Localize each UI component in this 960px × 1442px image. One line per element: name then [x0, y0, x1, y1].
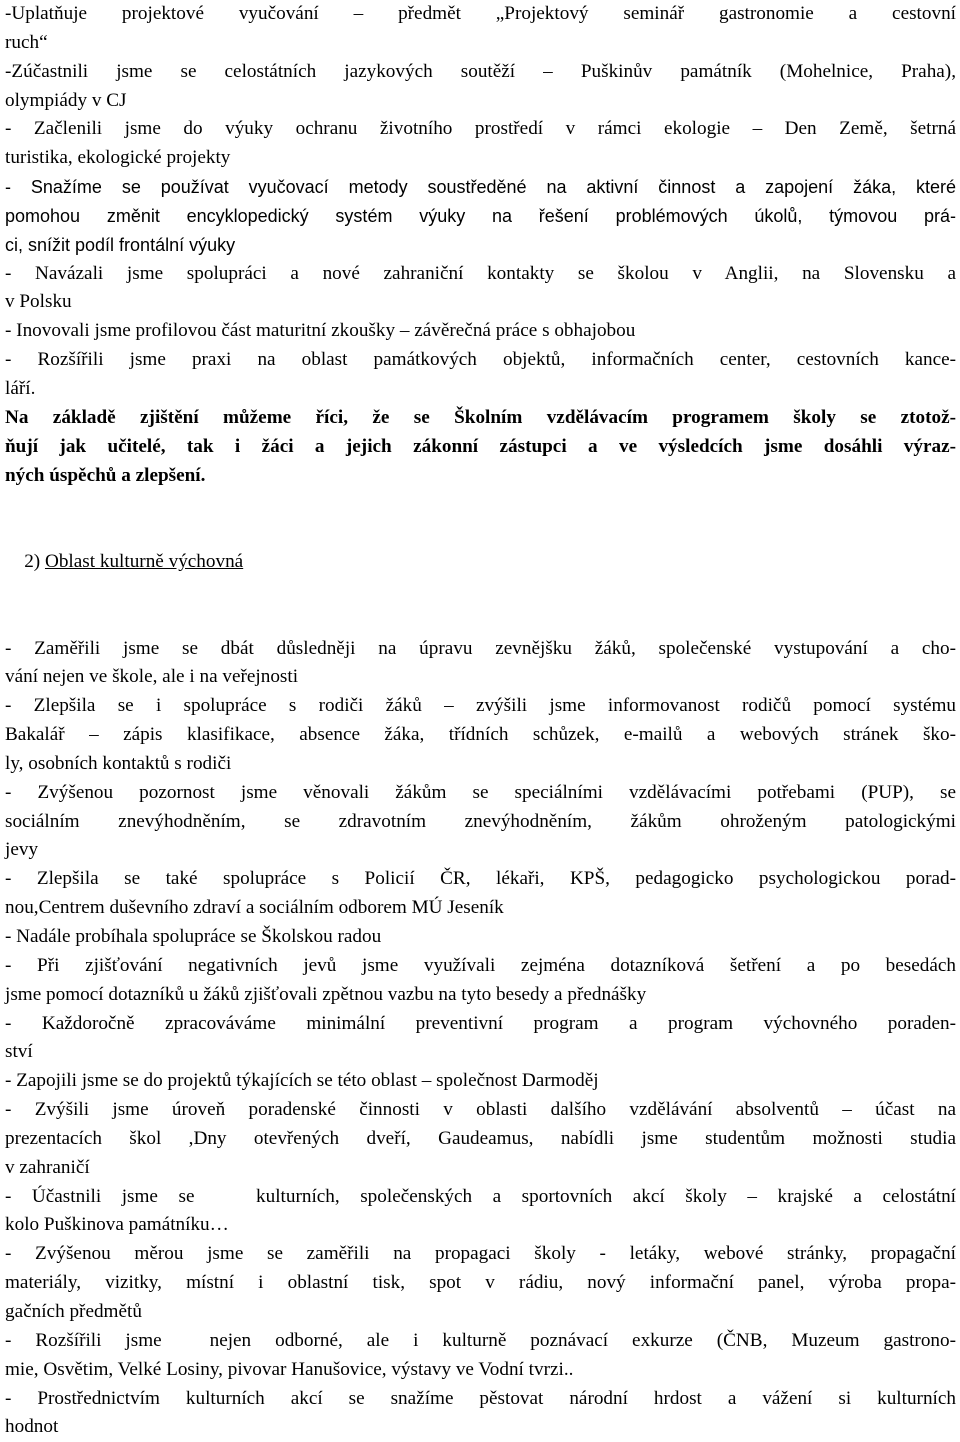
spacer — [5, 490, 960, 519]
text-line: mie, Osvětim, Velké Losiny, pivovar Hanušovice, výstavy ve Vodní tvrzi.. — [5, 1358, 574, 1380]
text-line: vání nejen ve škole, ale i na veřejnosti — [5, 666, 299, 688]
text-line: - Inovovali jsme profilovou část maturitní zkoušky – závěrečná práce s obhajobou — [5, 320, 636, 342]
text-line: jevy — [5, 839, 39, 861]
text-line: - Zaměřili jsme se dbát důsledněji na úpravu zevnějšku žáků, společenské vystupování a cho- — [5, 637, 956, 659]
text-line: - Snažíme se používat vyučovací metody soustředěné na aktivní činnost a zapojení žáka, které — [5, 177, 956, 198]
text-line: prezentacích škol ,Dny otevřených dveří, Gaudeamus, nabídli jsme studentům možnosti studia — [5, 1127, 956, 1149]
text-line: - Každoročně zpracováváme minimální preventivní program a program výchovného poraden- — [5, 1012, 956, 1034]
text-line: ňují jak učitelé, tak i žáci a jejich zákonní zástupci a ve výsledcích jsme dosáhli výraz- — [5, 435, 956, 457]
text-line: Bakalář – zápis klasifikace, absence žáka, třídních schůzek, e-mailů a webových stránek ško- — [5, 724, 956, 746]
section-title: Oblast kulturně výchovná — [44, 551, 244, 573]
text-line: - Rozšířili jsme praxi na oblast památkových objektů, informačních center, cestovních kance- — [5, 349, 956, 371]
text-line: láří. — [5, 377, 36, 399]
list-cultural-education — [5, 635, 960, 1442]
text-line: - Zlepšila se i spolupráce s rodiči žáků – zvýšili jsme informovanost rodičů pomocí systému — [5, 695, 956, 717]
text-line: -Zúčastnili jsme se celostátních jazykových soutěží – Puškinův památník (Mohelnice, Praha), — [5, 60, 956, 82]
text-line: v Polsku — [5, 291, 72, 313]
text-line: - Začlenili jsme do výuky ochranu životního prostředí v rámci ekologie – Den Země, šetrná — [5, 118, 956, 140]
text-line: - Při zjišťování negativních jevů jsme využívali zejména dotazníková šetření a po besedách — [5, 954, 956, 976]
list-teaching-methods — [5, 173, 960, 260]
text-line: olympiády v CJ — [5, 89, 127, 111]
text-line: ství — [5, 1041, 33, 1063]
spacer — [5, 606, 960, 635]
text-line: - Účastnili jsme se kulturních, společenských a sportovních akcí školy – krajské a celostátní — [5, 1185, 956, 1207]
text-line: v zahraničí — [5, 1156, 90, 1178]
text-line: - Zvýšenou měrou jsme se zaměřili na propagaci školy - letáky, webové stránky, propagační — [5, 1243, 956, 1265]
text-line: - Prostřednictvím kulturních akcí se snažíme pěstovat národní hrdost a vážení si kulturních — [5, 1387, 956, 1409]
text-line: kolo Puškinova památníku… — [5, 1214, 229, 1236]
text-line: - Navázali jsme spolupráci a nové zahraniční kontakty se školou v Anglii, na Slovensku a — [5, 262, 956, 284]
text-line: gačních předmětů — [5, 1300, 142, 1322]
text-line: - Nadále probíhala spolupráce se Školskou radou — [5, 926, 382, 947]
section-heading — [5, 519, 960, 606]
text-line: - Zvýšenou pozornost jsme věnovali žákům se speciálními vzdělávacími potřebami (PUP), se — [5, 781, 956, 803]
text-line: -Uplatňuje projektové vyučování – předmět „Projektový seminář gastronomie a cestovní — [5, 3, 956, 24]
text-line: - Zapojili jsme se do projektů týkajících se této oblast – společnost Darmoděj — [5, 1070, 599, 1092]
list-cooperation-innovation — [5, 260, 960, 404]
text-line: - Zlepšila se také spolupráce s Policií ČR, lékaři, KPŠ, pedagogicko psychologickou porad- — [5, 868, 956, 890]
text-line: sociálním znevýhodněním, se zdravotním znevýhodněním, žákům ohroženým patologickými — [5, 810, 956, 832]
text-line: ly, osobních kontaktů s rodiči — [5, 752, 232, 774]
section-number: 2) — [24, 551, 45, 573]
text-line: nou,Centrem duševního zdraví a sociálním odborem MÚ Jeseník — [5, 897, 504, 919]
text-line: - Rozšířili jsme nejen odborné, ale i kulturně poznávací exkurze (ČNB, Muzeum gastrono- — [5, 1329, 956, 1351]
list-projects-competitions — [5, 0, 960, 173]
conclusion-paragraph — [5, 404, 960, 491]
text-line: jsme pomocí dotazníků u žáků zjišťovali zpětnou vazbu na tyto besedy a přednášky — [5, 983, 647, 1005]
text-line: materiály, vizitky, místní i oblastní tisk, spot v rádiu, nový informační panel, výroba propa- — [5, 1272, 956, 1294]
text-line: ci, snížit podíl frontální výuky — [5, 234, 236, 255]
text-line: Na základě zjištění můžeme říci, že se Školním vzdělávacím programem školy se ztotož- — [5, 406, 956, 428]
text-line: pomohou změnit encyklopedický systém výuky na řešení problémových úkolů, týmovou prá- — [5, 205, 956, 226]
text-line: ruch“ — [5, 31, 48, 53]
text-line: turistika, ekologické projekty — [5, 147, 231, 169]
text-line: hodnot — [5, 1416, 59, 1438]
text-line: - Zvýšili jsme úroveň poradenské činnosti v oblasti dalšího vzdělávání absolventů – účast na — [5, 1099, 956, 1121]
text-line: ných úspěchů a zlepšení. — [5, 464, 206, 486]
